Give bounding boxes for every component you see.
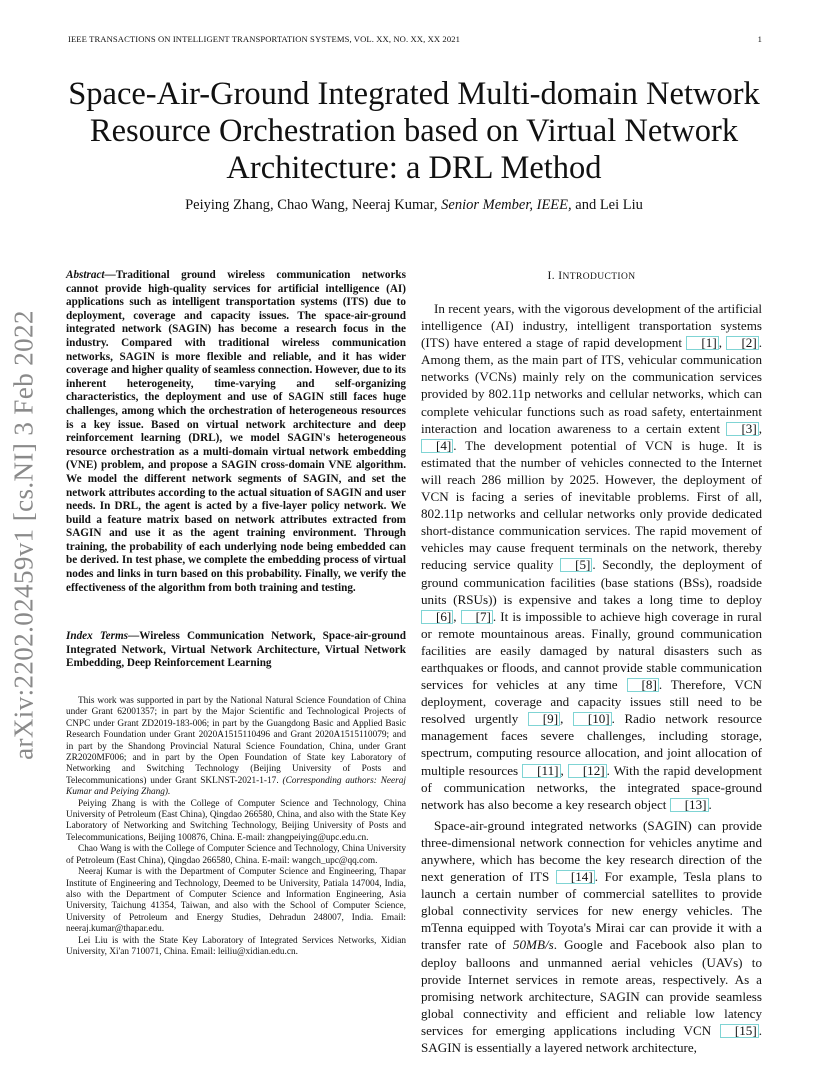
citation-link[interactable]: [2] xyxy=(726,336,758,350)
arxiv-stamp[interactable] xyxy=(4,300,44,770)
running-header xyxy=(68,34,762,44)
citation-link[interactable]: [3] xyxy=(726,422,758,436)
corresponding-authors: (Corresponding authors: Neeraj Kumar and Peiying Zhang). xyxy=(66,775,406,798)
citation-link[interactable]: [8] xyxy=(627,678,659,692)
citation-link[interactable]: [12] xyxy=(568,764,607,778)
section-rest: NTRODUCTION xyxy=(562,272,636,282)
introduction-body xyxy=(421,300,762,1060)
index-terms-label: Index Terms xyxy=(66,630,129,642)
citation-link[interactable]: [7] xyxy=(461,610,493,624)
paragraph-text: . For example, Tesla plans to launch a certain number of commercial satellites to provide global connectivity services for new energy vehicles. The mTenna equipped with Toyota's Mirai car can provide it with a transfer rate of xyxy=(421,869,762,953)
paragraph-text: . Therefore, VCN deployment, coverage and capacity issues still need to be resolved urgently xyxy=(421,677,763,727)
paragraph-text: . Among them, as the main part of ITS, vehicular communication networks (VCNs) mainly rely on the communication services provided by 802.11p networks and cellular networks, which can complete vehicular functions such as road safety, entertainment interaction and location awareness to a certain extent xyxy=(421,335,762,436)
citation-link[interactable]: [10] xyxy=(573,712,612,726)
paragraph-text: . Radio network resource management faces severe challenges, including storage, spectrum, computing resource allocation, and joint allocation of multiple resources xyxy=(421,711,762,778)
author-membership: Senior Member, IEEE, xyxy=(441,197,572,213)
page-number: 1 xyxy=(757,34,762,44)
footnote-author-4: Lei Liu is with the State Key Laboratory of Integrated Services Networks, Xidian University, Xi'an 710071, China. Email: leiliu@xidian.edu.cn. xyxy=(66,935,406,957)
paragraph-text: , xyxy=(453,608,461,624)
body-paragraph xyxy=(421,817,762,1056)
citation-link[interactable]: [4] xyxy=(421,439,453,453)
paragraph-text: , xyxy=(758,420,762,436)
paragraph-text: . Secondly, the deployment of ground communication facilities (base stations (BSs), roadside units (RSUs)) is expensive and takes a long time to deploy xyxy=(421,557,762,607)
math-rate: 50MB/s xyxy=(512,937,554,953)
paragraph-text: , xyxy=(560,762,568,778)
section-heading xyxy=(421,270,762,282)
paper-title: Space-Air-Ground Integrated Multi-domain Network Resource Orchestration based on Virtual Network Architecture: a DRL Method xyxy=(68,76,760,186)
body-paragraph xyxy=(421,300,762,813)
paragraph-text: In recent years, with the vigorous development of the artificial intelligence (AI) industry, intelligent transportation systems (ITS) have entered a stage of rapid development xyxy=(421,301,762,351)
paragraph-text: Space-air-ground integrated networks (SAGIN) can provide three-dimensional network connection for vehicles anytime and anywhere, which has become the key research direction of the next generation of ITS xyxy=(421,817,762,885)
citation-link[interactable]: [9] xyxy=(528,712,560,726)
paragraph-text: . With the rapid development of communication networks, the integrated space-ground network has also become a key research object xyxy=(421,762,762,812)
abstract xyxy=(66,269,406,595)
abstract-text: —Traditional ground wireless communication networks cannot provide high-quality services for artificial intelligence (AI) applications such as intelligent transportation systems (ITS) due to deployment, coverage and capacity issues. The space-air-ground integrated network (SAGIN) has become a research focus in the industry. Compared with traditional wireless communication networks, SAGIN is more flexible and reliable, and it has wider coverage and higher quality of seamless connection. However, due to its inherent heterogeneity, time-varying and self-organizing characteristics, the deployment and use of SAGIN still faces huge challenges, among which the orchestration of heterogeneous resources is a key issue. Based on virtual network architecture and deep reinforcement learning (DRL), we model SAGIN's heterogeneous resource orchestration as a multi-domain virtual network embedding (VNE) problem, and propose a SAGIN cross-domain VNE algorithm. We model the different network segments of SAGIN, and set the network attributes according to the actual situation of SAGIN and user needs. In DRL, the agent is acted by a five-layer policy network. We build a feature matrix based on network attributes extracted from SAGIN and use it as the agent training environment. Through training, the probability of each underlying node being embedded can be derived. In test phase, we complete the embedding process of virtual nodes and links in turn based on this probability. Finally, we verify the effectiveness of the algorithm from both training and testing. xyxy=(66,269,406,594)
citation-link[interactable]: [1] xyxy=(686,336,718,350)
citation-link[interactable]: [5] xyxy=(560,558,592,572)
footnote-author-2: Chao Wang is with the College of Computer Science and Technology, China University of Petroleum (East China), Qingdao 266580, China. E-mail: wangch_upc@qq.com. xyxy=(66,844,406,866)
citation-link[interactable]: [15] xyxy=(720,1024,759,1038)
footnote-author-1: Peiying Zhang is with the College of Computer Science and Technology, China University of Petroleum (East China), Qingdao 266580, China, and also with the State Key Laboratory of Networking and Switching Technology, Beijing University of Posts and Telecommunications, Beijing 100876, China. E-mail: zhangpeiying@upc.edu.cn. xyxy=(66,798,406,843)
footnotes xyxy=(66,696,406,958)
paragraph-text: . The development potential of VCN is huge. It is estimated that the number of vehicles connected to the Internet will reach 286 million by 2025. However, the deployment of VCN is facing a series of inevitable problems. First of all, 802.11p networks and cellular networks only provide dedicated short-distance communication services. The rapid movement of vehicles may cause frequent terminals on the network, thereby reducing service quality xyxy=(421,437,762,573)
paragraph-text: . SAGIN is essentially a layered network architecture, xyxy=(421,1022,762,1056)
citation-link[interactable]: [13] xyxy=(670,798,709,812)
author-last: and Lei Liu xyxy=(575,197,643,213)
citation-link[interactable]: [11] xyxy=(522,764,560,778)
citation-link[interactable]: [14] xyxy=(556,870,595,884)
section-initial: I xyxy=(558,270,563,282)
paragraph-text: , xyxy=(560,711,573,727)
paragraph-text: , xyxy=(718,335,727,351)
journal-name: IEEE TRANSACTIONS ON INTELLIGENT TRANSPORTATION SYSTEMS, VOL. XX, NO. XX, XX 2021 xyxy=(68,34,461,44)
paragraph-text: . It is impossible to achieve high coverage in rural or remote mountainous areas. Finally, ground communication facilities are easily damaged by natural disasters such as earthquakes or floods, and cannot provide stable communication services for vehicles at any time xyxy=(421,608,762,693)
author-names: Peiying Zhang, Chao Wang, Neeraj Kumar, xyxy=(185,197,438,213)
paragraph-text: . Google and Facebook also plan to deploy balloons and unmanned aerial vehicles (UAVs) to provide Internet services in remote areas, respectively. As a promising network architecture, SAGIN can provide seamless global connectivity and efficient and reliable low latency services for emerging applications including VCN xyxy=(421,937,762,1038)
arxiv-stamp-text: arXiv:2202.02459v1 [cs.NI] 3 Feb 2022 xyxy=(8,310,39,760)
footnote-author-3: Neeraj Kumar is with the Department of Computer Science and Engineering, Thapar Institute of Engineering and Technology, Deemed to be University, Patiala 147004, India, also with the Department of Computer Science and Information Engineering, Asia University, Taichung 41354, Taiwan, and also with the School of Computer Science, University of Petroleum and Energy Studies, Dehradun 248007, India. Email: neeraj.kumar@thapar.edu. xyxy=(66,867,406,935)
index-terms-text: —Wireless Communication Network, Space-air-ground Integrated Network, Virtual Network Architecture, Virtual Network Embedding, Deep Reinforcement Learning xyxy=(66,630,406,670)
footnote-funding: This work was supported in part by the National Natural Science Foundation of China under Grant 62001357; in part by the Major Scientific and Technological Projects of CNPC under Grant ZD2019-183-006; in part by the Guangdong Basic and Applied Basic Research Foundation under Grant 2020A1515110496 and Grant 2020A1515110079; and in part by the Shandong Provincial Natural Science Foundation, China, under Grant ZR2020MF006; and in part by the Open Foundation of State key Laboratory of Networking and Switching Technology (Beijing University of Posts and Telecommunications) under Grant SKLNST-2021-1-17. (Corresponding authors: Neeraj Kumar and Peiying Zhang). xyxy=(66,696,406,798)
paragraph-text: . xyxy=(708,796,712,812)
author-list xyxy=(30,197,798,214)
section-numeral: I. xyxy=(547,270,555,282)
abstract-label: Abstract xyxy=(66,269,105,281)
citation-link[interactable]: [6] xyxy=(421,610,453,624)
index-terms xyxy=(66,630,406,671)
